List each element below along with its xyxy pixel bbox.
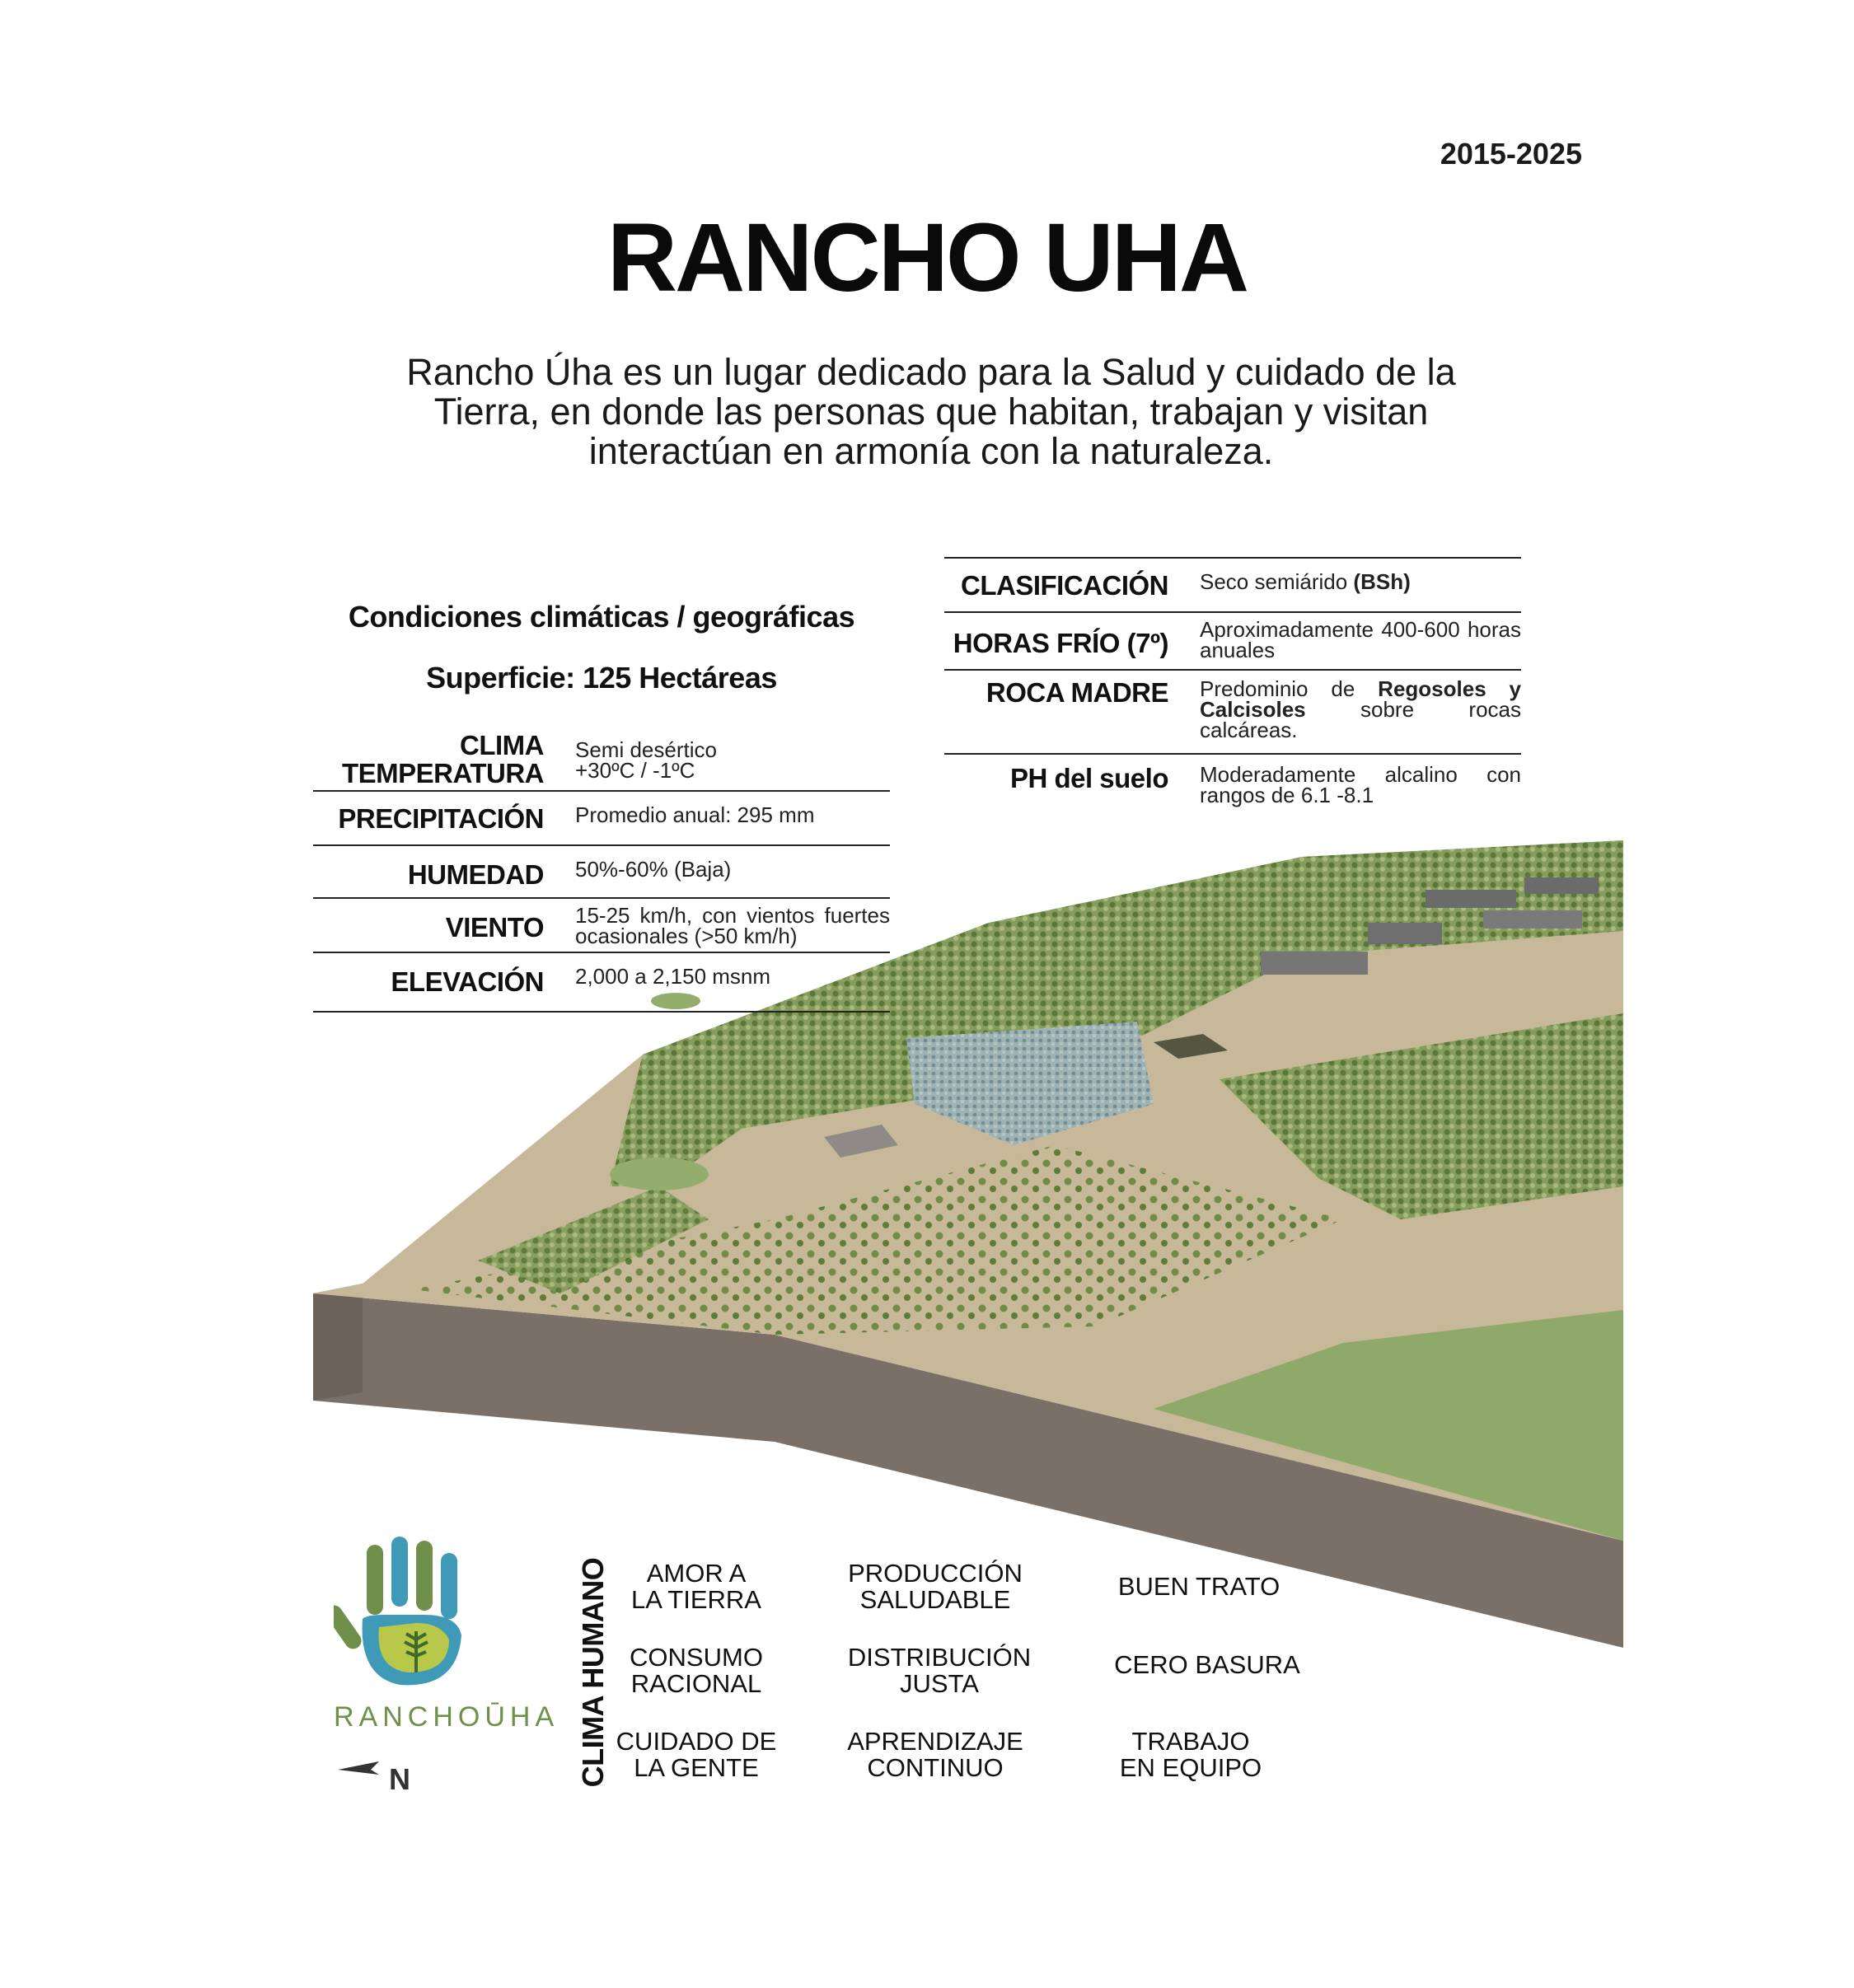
soil-table — [944, 557, 1521, 812]
row-label: ELEVACIÓN — [391, 966, 544, 997]
value-item: APRENDIZAJE CONTINUO — [847, 1727, 1023, 1782]
value-item: CONSUMO RACIONAL — [630, 1643, 763, 1698]
row-value — [1200, 670, 1521, 754]
table-row — [944, 612, 1521, 670]
value-text: sobre rocas calcáreas. — [1200, 697, 1521, 742]
row-label: HUMEDAD — [407, 859, 544, 890]
value-item: TRABAJO EN EQUIPO — [1119, 1727, 1262, 1782]
row-value: Aproximadamente 400-600 horas anuales — [1200, 617, 1521, 662]
row-label: PH del suelo — [1009, 763, 1168, 793]
table-row — [313, 725, 890, 791]
value-text: Seco semiárido — [1200, 569, 1354, 594]
row-value — [1200, 558, 1521, 612]
rancho-uha-logo — [334, 1537, 499, 1710]
building — [1524, 877, 1599, 894]
table-row — [944, 754, 1521, 812]
page-title: RANCHO UHA — [606, 203, 1248, 312]
soil-wall-left — [313, 1284, 363, 1401]
building — [1483, 910, 1582, 929]
value-text: Predominio de — [1200, 676, 1379, 701]
table-row — [313, 845, 890, 898]
north-arrow-icon — [338, 1756, 428, 1798]
value-item: PRODUCCIÓN SALUDABLE — [848, 1559, 1023, 1614]
row-value: Promedio anual: 295 mm — [575, 802, 815, 827]
value-item: DISTRIBUCIÓN JUSTA — [847, 1643, 1032, 1698]
row-value: 15-25 km/h, con vientos fuertes ocasionales (>50 km/h) — [575, 903, 890, 948]
row-label: PRECIPITACIÓN — [338, 803, 544, 834]
logo-wordmark: RANCHOŪHA — [334, 1701, 559, 1733]
row-label: VIENTO — [445, 912, 544, 943]
value-item: BUEN TRATO — [1117, 1572, 1280, 1601]
clima-humano-heading: CLIMA HUMANO — [576, 1557, 610, 1788]
table-row — [313, 898, 890, 952]
table-row — [313, 791, 890, 845]
value-item: CERO BASURA — [1114, 1650, 1300, 1679]
north-label: N — [389, 1762, 410, 1796]
intro-paragraph: Rancho Úha es un lugar dedicado para la Salud y cuidado de la Tierra, en donde las personas que habitan, trabajan y visitan interactúan en armonía con la naturaleza. — [406, 351, 1456, 472]
green-area — [610, 1158, 709, 1190]
value-item: AMOR A LA TIERRA — [631, 1559, 761, 1614]
table-row — [944, 670, 1521, 754]
value-item: CUIDADO DE LA GENTE — [616, 1727, 777, 1782]
year-range: 2015-2025 — [1440, 137, 1582, 171]
conditions-table — [313, 725, 890, 1013]
table-row — [944, 558, 1521, 612]
building — [1368, 923, 1442, 944]
value-bold: (BSh) — [1353, 569, 1411, 594]
table-row — [313, 952, 890, 1012]
row-value: 2,000 a 2,150 msnm — [575, 964, 771, 989]
row-value: Moderadamente alcalino con rangos de 6.1 -8.1 — [1200, 762, 1521, 807]
building — [1261, 952, 1368, 975]
row-value: 50%-60% (Baja) — [575, 857, 732, 882]
value-bold: Regosoles y Calcisoles — [1200, 676, 1521, 722]
row-label: HORAS FRÍO (7º) — [953, 628, 1168, 658]
conditions-title: Condiciones climáticas / geográficas — [348, 600, 855, 634]
row-label: CLASIFICACIÓN — [961, 570, 1168, 601]
row-label: ROCA MADRE — [986, 677, 1168, 708]
surface-area: Superficie: 125 Hectáreas — [426, 661, 777, 695]
building — [1426, 890, 1516, 908]
row-label: CLIMA TEMPERATURA — [341, 730, 544, 788]
row-value: Semi desértico +30ºC / -1ºC — [575, 737, 717, 783]
